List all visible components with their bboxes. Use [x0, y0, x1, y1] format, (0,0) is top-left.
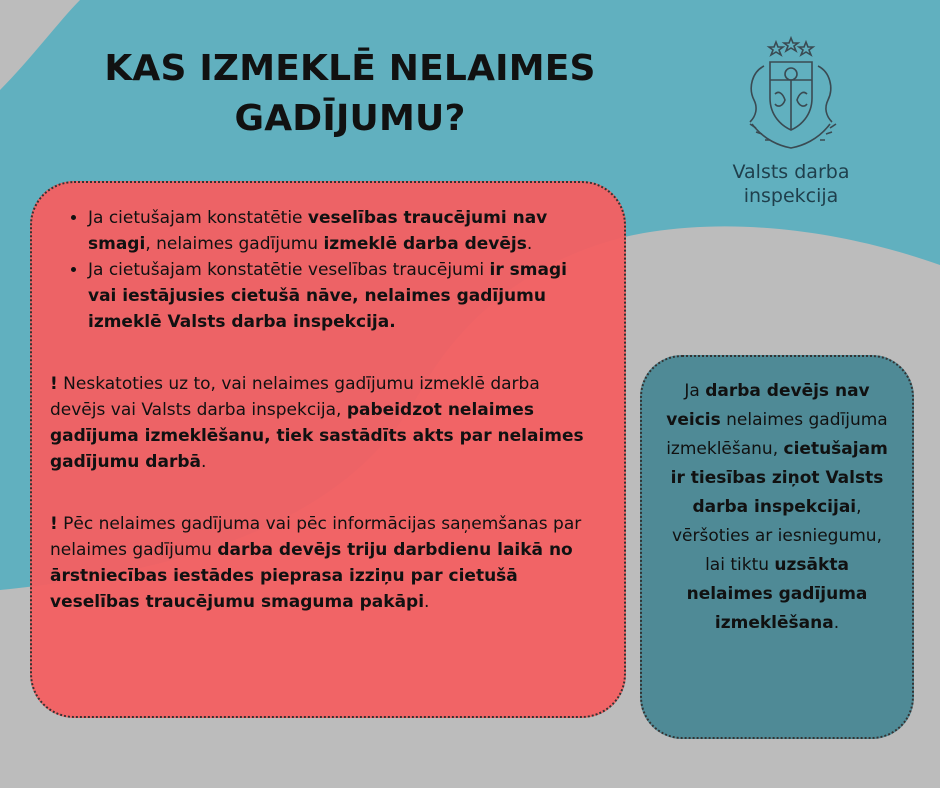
bold-fragment: veselības traucējumi nav smagi	[88, 208, 548, 254]
title-line-2: GADĪJUMU?	[234, 98, 466, 139]
organization-name-line-2: inspekcija	[743, 185, 839, 207]
text-fragment: .	[833, 613, 840, 633]
organization-name	[716, 160, 866, 208]
page-title	[70, 44, 630, 144]
bold-fragment: darba devējs triju darbdienu laikā no ārstniecības iestādes pieprasa izziņu par cietušā veselības traucējumu smaguma pakāpi	[50, 540, 573, 612]
bold-fragment: pabeidzot nelaimes gadījuma izmeklēšanu, tiek sastādīts akts par nelaimes gadījumu darbā	[50, 400, 584, 472]
organization-name-line-1: Valsts darba	[732, 161, 850, 183]
bold-fragment: darba devējs nav veicis	[666, 381, 870, 430]
list-item	[88, 257, 598, 335]
main-info-card	[30, 181, 626, 718]
side-info-card	[640, 355, 914, 739]
text-fragment: , vēršoties ar iesniegumu, lai tiktu	[672, 497, 882, 575]
text-fragment: Ja cietušajam konstatētie veselības traucējumi	[88, 260, 490, 280]
exclamation-mark: !	[50, 514, 58, 534]
text-fragment: , nelaimes gadījumu	[145, 234, 324, 254]
organization-logo	[716, 36, 866, 216]
text-fragment: .	[526, 234, 533, 254]
exclamation-mark: !	[50, 374, 58, 394]
text-fragment: Pēc nelaimes gadījuma vai pēc informācijas saņemšanas par nelaimes gadījumu	[50, 514, 582, 560]
bold-fragment: uzsākta nelaimes gadījuma izmeklēšana	[686, 555, 868, 633]
list-item	[88, 205, 598, 257]
investigation-rules-list	[50, 205, 598, 335]
note-paragraph	[50, 371, 598, 475]
text-fragment: Neskatoties uz to, vai nelaimes gadījumu izmeklē darba devējs vai Valsts darba inspekcija,	[50, 374, 540, 420]
bold-fragment: ir smagi vai iestājusies cietušā nāve, nelaimes gadījumu izmeklē Valsts darba inspekcija.	[88, 260, 567, 332]
note-paragraph	[50, 511, 598, 615]
bold-fragment: cietušajam ir tiesības ziņot Valsts darba inspekcijai	[670, 439, 888, 517]
text-fragment: Ja	[684, 381, 706, 401]
text-fragment: .	[200, 452, 207, 472]
text-fragment: nelaimes gadījuma izmeklēšanu,	[666, 410, 888, 459]
bold-fragment: izmeklē darba devējs	[323, 234, 527, 254]
coat-of-arms-icon	[734, 36, 848, 154]
title-line-1: KAS IZMEKLĒ NELAIMES	[104, 48, 596, 89]
text-fragment: Ja cietušajam konstatētie	[88, 208, 308, 228]
text-fragment: .	[424, 592, 430, 612]
